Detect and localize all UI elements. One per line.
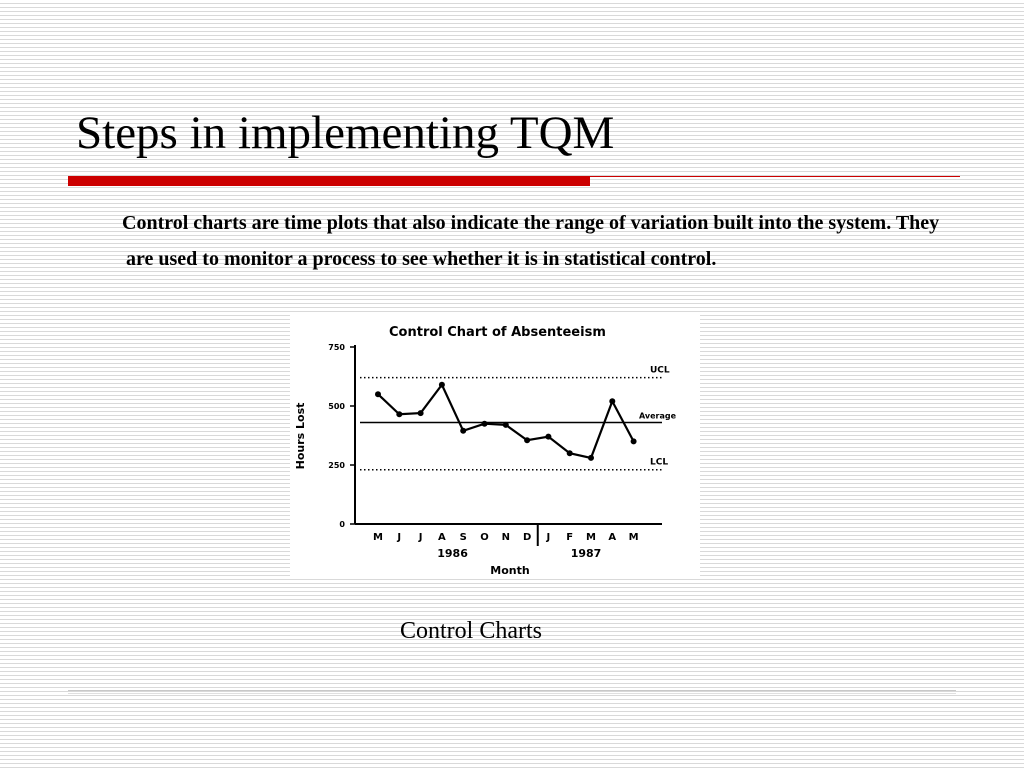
title-underline-thin: [590, 176, 960, 177]
x-tick-label: D: [522, 532, 532, 543]
chart-title: Control Chart of Absenteeism: [389, 325, 606, 340]
data-point: [375, 391, 381, 397]
data-point: [482, 421, 488, 427]
title-underline-thick: [68, 176, 590, 186]
data-point: [396, 411, 402, 417]
x-tick-label: F: [566, 532, 574, 543]
x-tick-label: M: [373, 532, 383, 543]
data-point: [460, 428, 466, 434]
y-tick-label: 750: [328, 343, 345, 352]
control-chart-figure: [290, 312, 700, 578]
data-point: [418, 410, 424, 416]
y-axis-label: Hours Lost: [294, 402, 307, 470]
y-tick-label: 0: [339, 520, 345, 529]
x-tick-label: M: [586, 532, 596, 543]
reference-label-ucl: UCL: [650, 365, 670, 376]
x-tick-label: N: [501, 532, 510, 543]
reference-label-lcl: LCL: [650, 457, 669, 468]
x-tick-label: O: [480, 532, 489, 543]
figure-caption: Control Charts: [400, 618, 542, 644]
x-axis-label: Month: [490, 564, 530, 577]
year-label: 1987: [570, 547, 602, 560]
data-point: [545, 434, 551, 440]
data-point: [588, 455, 594, 461]
footer-divider: [68, 690, 956, 691]
body-paragraph: Control charts are time plots that also indicate the range of variation built into the system. They are used to monitor a process to see whether it is in statistical control.: [122, 212, 940, 270]
x-tick-label: M: [628, 532, 639, 543]
data-point: [631, 438, 637, 444]
y-tick-label: 250: [328, 461, 345, 470]
control-chart: [290, 312, 700, 578]
data-point: [609, 398, 615, 404]
footer-divider-shadow: [68, 693, 956, 694]
y-tick-label: 500: [328, 402, 345, 411]
data-point: [524, 437, 530, 443]
year-label: 1986: [437, 547, 468, 560]
x-tick-label: J: [546, 532, 551, 543]
slide-title: Steps in implementing TQM: [76, 107, 615, 159]
data-point: [439, 382, 445, 388]
series-line: [378, 385, 634, 458]
x-tick-label: S: [459, 532, 467, 543]
x-tick-label: J: [418, 532, 423, 543]
x-tick-label: J: [397, 532, 402, 543]
data-point: [503, 422, 509, 428]
data-point: [567, 450, 573, 456]
reference-label-average: Average: [639, 411, 677, 421]
x-tick-label: A: [608, 532, 617, 543]
x-tick-label: A: [438, 532, 446, 543]
